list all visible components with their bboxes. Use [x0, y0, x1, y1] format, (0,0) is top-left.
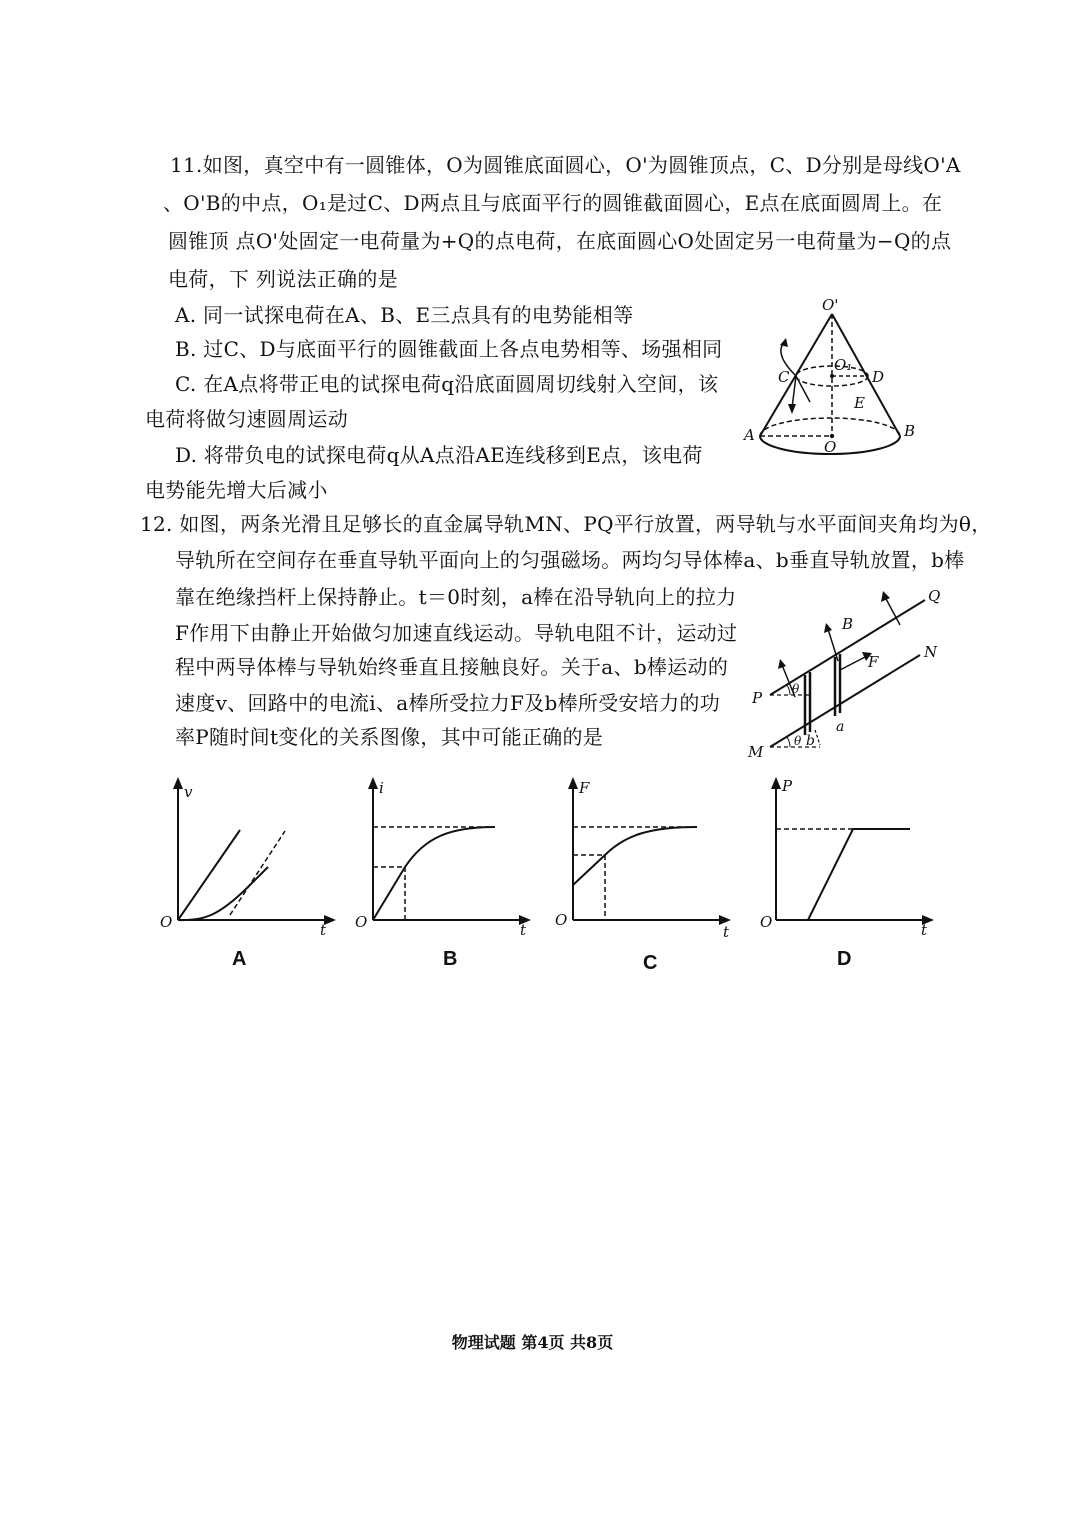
graph-c-origin: O: [555, 911, 568, 929]
q11-option-c-cont: 电荷将做匀速圆周运动: [145, 407, 348, 431]
graph-a-ylabel: v: [184, 783, 193, 801]
label-p: P: [752, 689, 763, 707]
q12-stem-line-6: 速度v、回路中的电流i、a棒所受拉力F及b棒所受安培力的功: [175, 691, 720, 715]
graph-b: [355, 775, 535, 939]
label-e: E: [854, 394, 865, 412]
graph-d-origin: O: [760, 913, 773, 931]
label-theta-lower: θ: [794, 734, 802, 748]
label-m: M: [748, 743, 764, 761]
q11-option-b: B. 过C、D与底面平行的圆锥截面上各点电势相等、场强相同: [175, 337, 723, 361]
graph-c-ylabel: F: [579, 779, 590, 797]
q11-option-d: D. 将带负电的试探电荷q从A点沿AE连线移到E点，该电荷: [175, 443, 703, 467]
label-apex: O': [822, 296, 839, 314]
graph-b-origin: O: [355, 913, 368, 931]
label-bfield: B: [842, 615, 854, 633]
cone-figure: [740, 290, 940, 465]
graph-d: [758, 775, 938, 939]
label-rod-a: a: [836, 719, 845, 735]
graph-b-ylabel: i: [379, 779, 384, 797]
label-force: F: [868, 653, 879, 671]
graph-a-letter: A: [232, 948, 247, 970]
label-theta-upper: θ: [792, 682, 800, 696]
graph-a: [160, 775, 340, 939]
label-n: N: [924, 643, 938, 661]
graph-d-ylabel: P: [782, 777, 793, 795]
q11-stem-line-2: 、O'B的中点，O₁是过C、D两点且与底面平行的圆锥截面圆心，E点在底面圆周上。在: [163, 191, 943, 215]
label-a: A: [744, 426, 755, 444]
q11-option-a: A. 同一试探电荷在A、B、E三点具有的电势能相等: [175, 303, 634, 327]
label-b: B: [904, 422, 916, 440]
graph-d-letter: D: [837, 948, 852, 970]
q11-stem-line-1: 11.如图，真空中有一圆锥体，O为圆锥底面圆心，O'为圆锥顶点，C、D分别是母线O'A: [170, 153, 961, 177]
graph-c-xlabel: t: [723, 923, 730, 941]
label-d: D: [872, 368, 885, 386]
label-o1: O₁: [834, 356, 853, 374]
graph-c-letter: C: [643, 952, 658, 974]
q11-stem-line-4: 电荷，下 列说法正确的是: [168, 267, 398, 291]
q12-stem-line-2: 导轨所在空间存在垂直导轨平面向上的匀强磁场。两均匀导体棒a、b垂直导轨放置，b棒: [175, 548, 965, 572]
q11-stem-line-3: 圆锥顶 点O'处固定一电荷量为+Q的点电荷，在底面圆心O处固定另一电荷量为−Q的点: [168, 229, 952, 253]
q11-option-c: C. 在A点将带正电的试探电荷q沿底面圆周切线射入空间，该: [175, 372, 719, 396]
graph-a-xlabel: t: [320, 921, 327, 939]
q11-option-d-cont: 电势能先增大后减小: [145, 478, 328, 502]
label-o: O: [824, 438, 837, 456]
q12-stem-line-5: 程中两导体棒与导轨始终垂直且接触良好。关于a、b棒运动的: [175, 655, 729, 679]
q12-stem-line-7: 率P随时间t变化的关系图像，其中可能正确的是: [175, 725, 604, 749]
graph-a-origin: O: [160, 913, 173, 931]
graph-b-xlabel: t: [520, 921, 527, 939]
graph-d-xlabel: t: [921, 921, 928, 939]
label-rod-b: b: [806, 733, 815, 749]
q12-stem-line-3: 靠在绝缘挡杆上保持静止。t＝0时刻，a棒在沿导轨向上的拉力: [175, 585, 737, 609]
page-footer: 物理试题 第4页 共8页: [451, 1333, 614, 1352]
label-q: Q: [928, 587, 941, 605]
label-c: C: [778, 368, 790, 386]
q12-stem-line-4: F作用下由静止开始做匀加速直线运动。导轨电阻不计，运动过: [175, 621, 738, 645]
rails-figure: [740, 585, 950, 765]
graph-b-letter: B: [443, 948, 458, 970]
q12-stem-line-1: 12. 如图，两条光滑且足够长的直金属导轨MN、PQ平行放置，两导轨与水平面间夹角均为θ，: [140, 512, 992, 536]
graph-c: [555, 775, 735, 941]
